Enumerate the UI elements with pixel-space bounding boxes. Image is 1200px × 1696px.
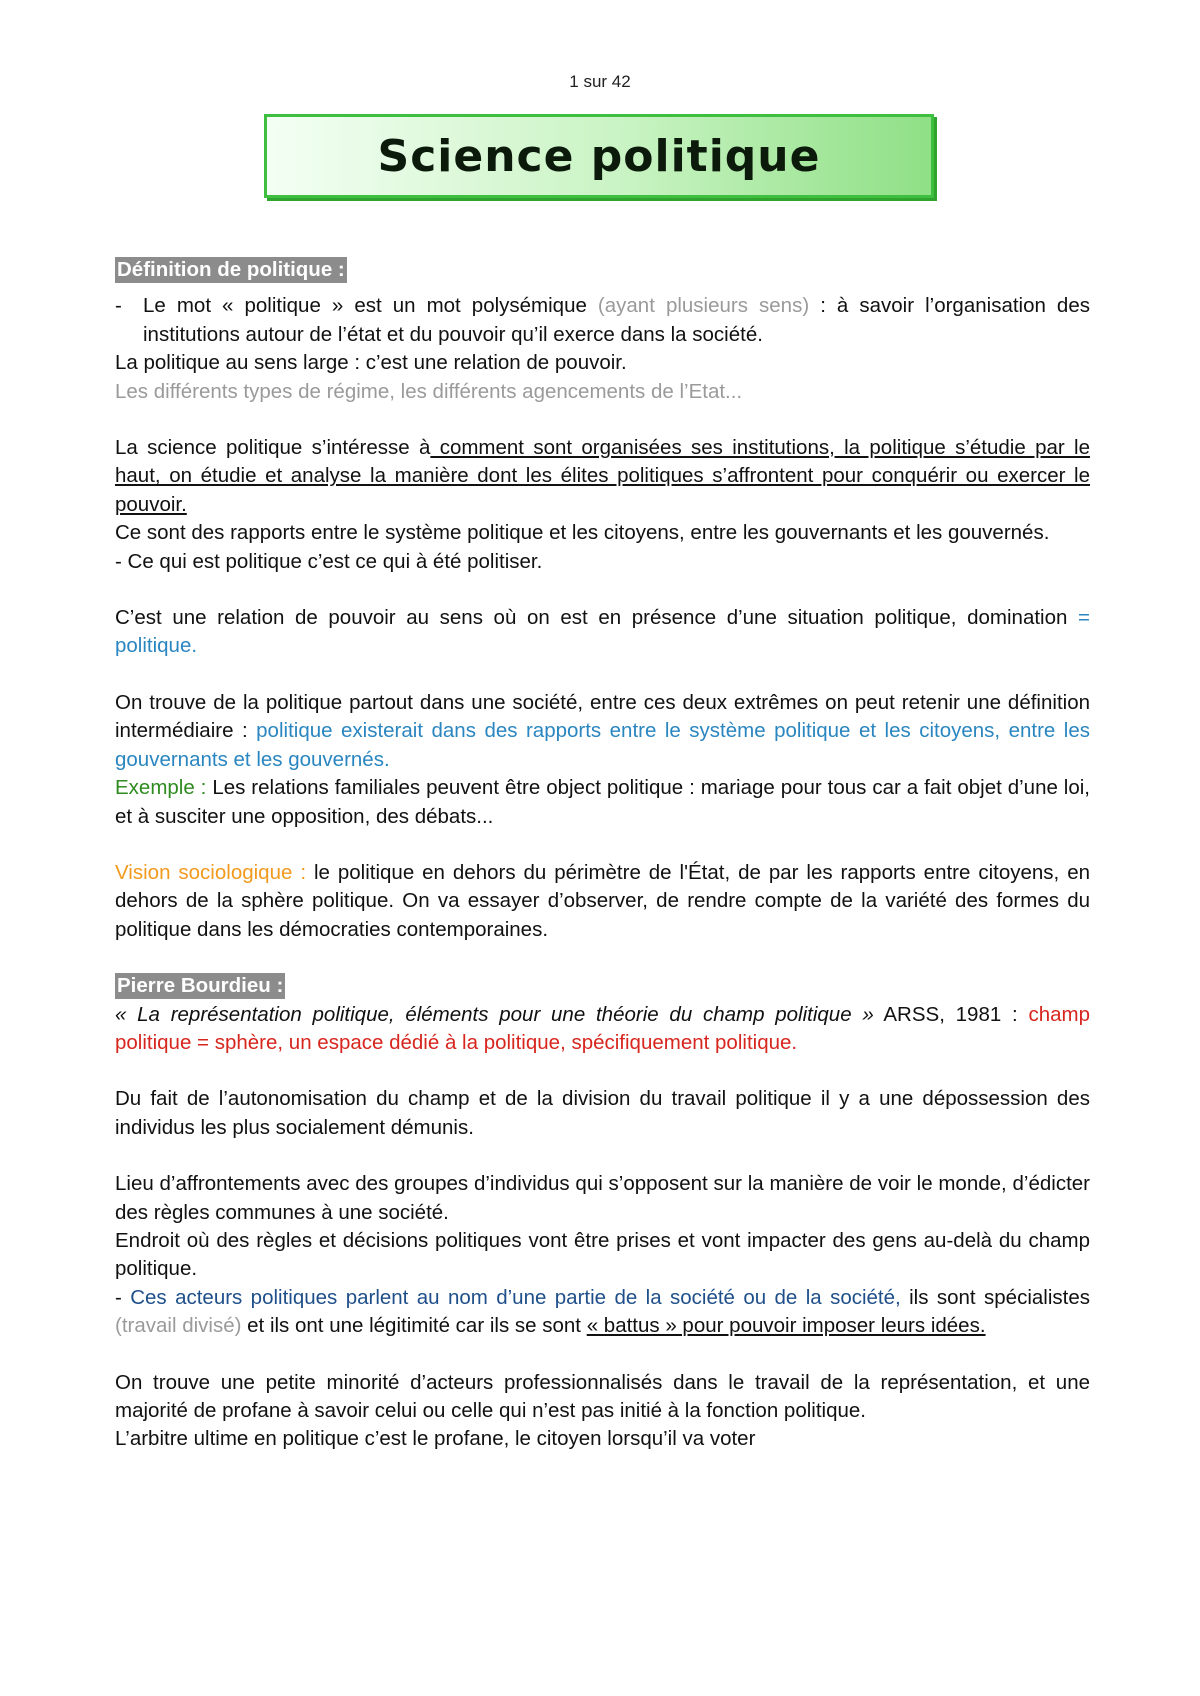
section-heading-definition: Définition de politique : — [117, 258, 345, 281]
paragraph-polysemy — [115, 292, 1090, 349]
paragraph: Du fait de l’autonomisation du champ et de la division du travail politique il y a une dépossession des individus les plus socialement démunis. — [115, 1087, 1090, 1139]
text-run-underlined: comment sont organisées ses institutions, la politique s’étudie par le haut, on étudie et analyse la manière dont les élites politiques s’affrontent pour conquérir ou exercer le pouvoir. — [115, 436, 1091, 516]
paragraph: Lieu d’affrontements avec des groupes d’individus qui s’opposent sur la manière de voir le monde, d’édicter des règles communes à une société. — [115, 1172, 1090, 1224]
text-run: La science politique s’intéresse à — [115, 436, 431, 460]
paragraph: Endroit où des règles et décisions politiques vont être prises et vont impacter des gens au-delà du champ politique. — [115, 1228, 1090, 1281]
section-heading-bourdieu: Pierre Bourdieu : — [117, 974, 284, 998]
paragraph-relation-pouvoir — [115, 604, 1090, 661]
paragraph: L’arbitre ultime en politique c’est le profane, le citoyen lorsqu’il va voter — [115, 1427, 756, 1451]
paragraph-bourdieu-reference — [115, 1001, 1090, 1058]
paragraph-science-politique — [115, 434, 1090, 519]
paragraph: La politique au sens large : c’est une relation de pouvoir. — [115, 351, 627, 375]
list-dash: - — [115, 294, 122, 318]
paragraph: Ce sont des rapports entre le système politique et les citoyens, entre les gouvernants et les gouvernés. — [115, 521, 1050, 545]
text-run-orange: Vision sociologique : — [115, 860, 307, 884]
text-run-grey: (ayant plusieurs sens) — [597, 294, 810, 318]
paragraph: - Ce qui est politique c’est ce qui à été politiser. — [115, 549, 543, 573]
text-run-underlined: « battus » pour pouvoir imposer leurs idées. — [586, 1314, 986, 1338]
text-run: ils sont spécialistes — [900, 1285, 1090, 1309]
text-run: Le mot « politique » est un mot polysémique — [143, 294, 598, 318]
text-run-red: champ politique = sphère, un espace dédié à la politique, spécifiquement politique. — [115, 1002, 1090, 1054]
paragraph-vision-sociologique — [115, 859, 1090, 944]
text-run: On trouve de la politique partout dans une société, entre ces deux extrêmes on peut retenir une définition intermédiaire : — [115, 690, 1090, 743]
definition-heading-line — [115, 256, 1090, 284]
text-run: : à savoir l’organisation des institutions autour de l’état et du pouvoir qu’il exerce dans la société. — [143, 294, 1090, 346]
paragraph-grey: Les différents types de régime, les différents agencements de l’Etat... — [115, 379, 743, 403]
document-body — [115, 256, 1090, 1454]
page-title: Science politique — [377, 130, 821, 182]
paragraph-exemple — [115, 774, 1090, 831]
text-run: - — [115, 1285, 131, 1309]
text-run-italic: « La représentation politique, éléments pour une théorie du champ politique » — [115, 1002, 874, 1026]
title-banner — [264, 114, 934, 198]
paragraph: On trouve une petite minorité d’acteurs professionnalisés dans le travail de la représentation, et une majorité de profane à savoir celui ou celle qui n’est pas initié à la fonction politique. — [115, 1370, 1090, 1422]
page-number: 1 sur 42 — [569, 72, 631, 91]
text-run-blue: politique existerait dans des rapports entre le système politique et les citoyens, entre les gouvernants et les gouvernés. — [115, 719, 1090, 771]
text-run-navy: Ces acteurs politiques parlent au nom d’une partie de la société ou de la société, — [130, 1285, 901, 1309]
text-run: et ils ont une légitimité car ils se sont — [241, 1314, 587, 1338]
text-run: C’est une relation de pouvoir au sens où on est en présence d’une situation politique, domination — [115, 606, 1079, 630]
bourdieu-heading-line — [115, 972, 1090, 1000]
text-run: le politique en dehors du périmètre de l'État, de par les rapports entre citoyens, en dehors de la sphère politique. On va essayer d’observer, de rendre compte de la variété des formes du politique dans les démocraties contemporaines. — [115, 860, 1090, 941]
text-run-blue: = politique. — [115, 606, 1090, 658]
paragraph-acteurs-politiques — [115, 1284, 1090, 1341]
text-run: ARSS, 1981 : — [873, 1002, 1029, 1026]
text-run-grey: (travail divisé) — [115, 1314, 242, 1338]
text-run: Les relations familiales peuvent être object politique : mariage pour tous car a fait objet d’une loi, et à susciter une opposition, des débats... — [115, 776, 1090, 828]
text-run-green: Exemple : — [115, 776, 207, 800]
paragraph-definition-intermediaire — [115, 689, 1090, 774]
